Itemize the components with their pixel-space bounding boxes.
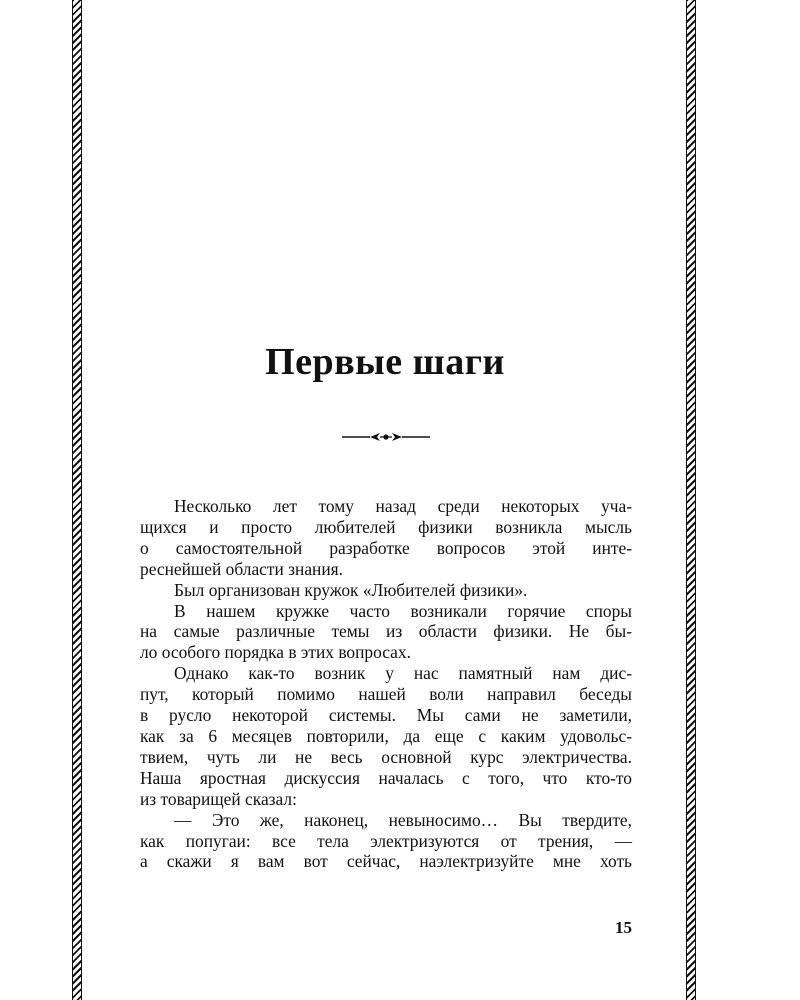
- left-rope-border: [72, 0, 82, 1000]
- body-text: [140, 496, 632, 872]
- text-line: о самостоятельной разработке вопросов этой инте-: [140, 537, 632, 558]
- text-line: пут, который помимо нашей воли направил беседы: [140, 684, 632, 705]
- text-line: как попугаи: все тела электризуются от трения, —: [140, 830, 632, 851]
- text-line: Однако как-то возник у нас памятный нам дис-: [174, 663, 632, 684]
- text-line: В нашем кружке часто возникали горячие споры: [174, 600, 632, 621]
- ornament-divider-icon: [340, 427, 432, 447]
- text-line: а скажи я вам вот сейчас, наэлектризуйте мне хоть: [140, 851, 632, 872]
- text-line: на самые различные темы из области физики. Не бы-: [140, 621, 632, 642]
- page-number: 15: [615, 918, 632, 937]
- text-line: в русло некоторой системы. Мы сами не заметили,: [140, 705, 632, 726]
- chapter-title: Первые шаги: [265, 341, 505, 383]
- text-line: из товарищей сказал:: [140, 788, 297, 809]
- text-line: Несколько лет тому назад среди некоторых уча-: [174, 496, 632, 516]
- right-rope-border: [686, 0, 696, 1000]
- text-line: Наша яростная дискуссия началась с того, что кто-то: [140, 767, 632, 788]
- text-line: — Это же, наконец, невыносимо… Вы твердите,: [174, 809, 632, 830]
- text-line: твием, чуть ли не весь основной курс электричества.: [140, 746, 632, 767]
- text-line: щихся и просто любителей физики возникла мысль: [140, 516, 632, 537]
- text-line: ло особого порядка в этих вопросах.: [140, 642, 411, 663]
- text-line: Был организован кружок «Любителей физики».: [174, 579, 528, 600]
- text-line: реснейшей области знания.: [140, 558, 343, 579]
- text-line: как за 6 месяцев повторили, да еще с каким удовольс-: [140, 725, 632, 746]
